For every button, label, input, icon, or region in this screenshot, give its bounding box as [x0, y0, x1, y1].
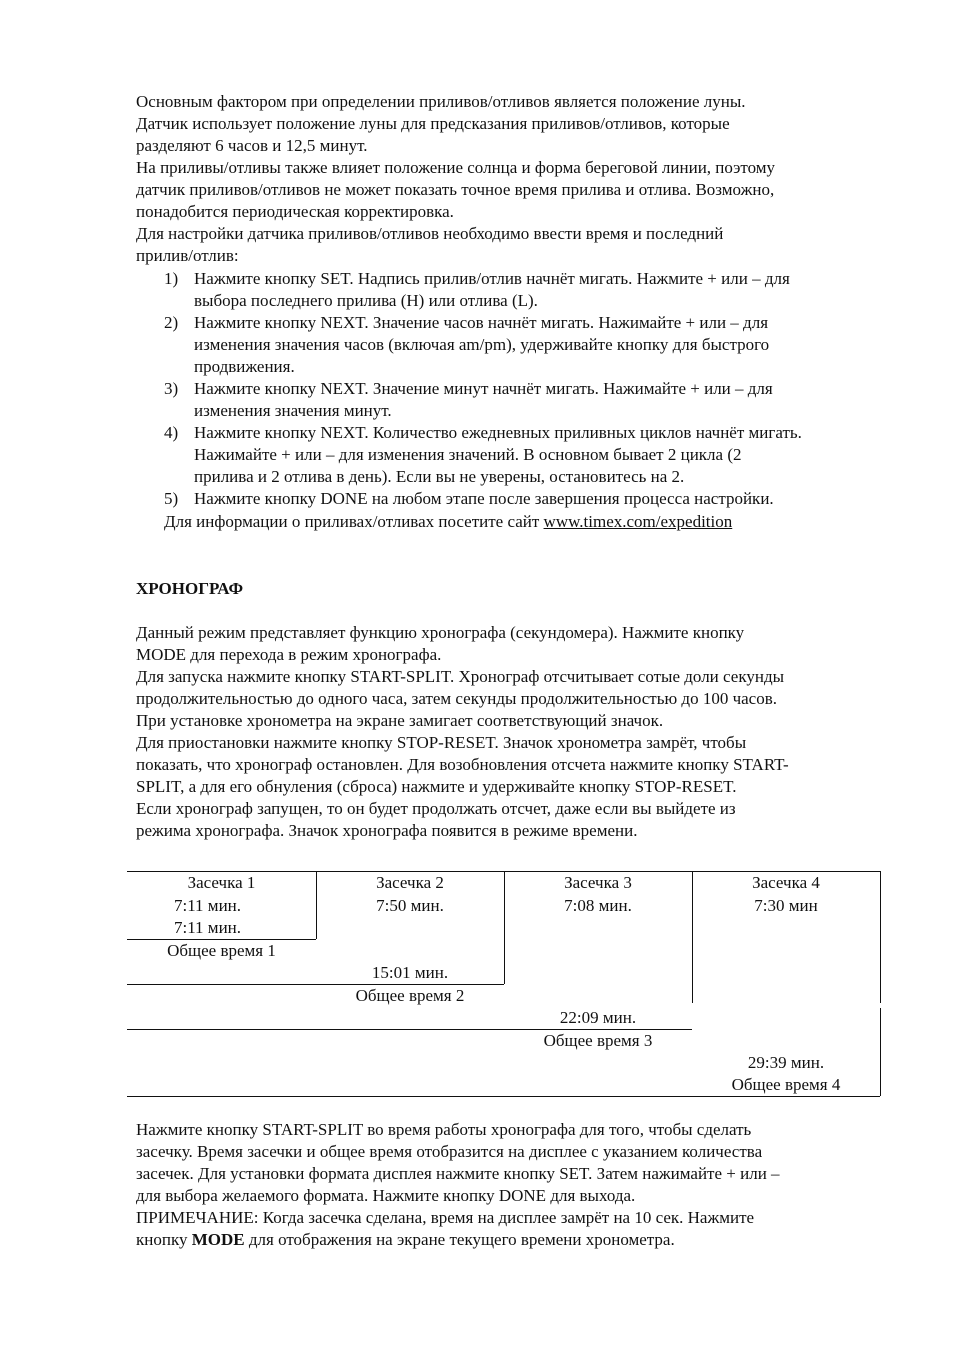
text-line: Для настройки датчика приливов/отливов необходимо ввести время и последний: [136, 224, 724, 243]
text-line: разделяют 6 часов и 12,5 минут.: [136, 136, 368, 155]
text-line: Для приостановки нажмите кнопку STOP-RESET. Значок хронометра замрёт, чтобы: [136, 733, 747, 752]
split-3-time: 7:08 мин.: [564, 896, 632, 915]
step-number: 4): [164, 423, 179, 442]
note-text: для отображения на экране текущего времени хронометра.: [244, 1230, 675, 1249]
text-line: Нажмите кнопку START-SPLIT во время работы хронографа для того, чтобы сделать: [136, 1120, 752, 1139]
text-line: понадобится периодическая корректировка.: [136, 202, 454, 221]
step-line: изменения значения минут.: [194, 401, 392, 420]
text-line: засечек. Для установки формата дисплея нажмите кнопку SET. Затем нажимайте + или –: [136, 1164, 780, 1183]
text-line: Датчик использует положение луны для предсказания приливов/отливов, которые: [136, 114, 730, 133]
section-heading: ХРОНОГРАФ: [136, 579, 244, 598]
diagram-divider: [880, 871, 881, 1003]
split-1-label: Засечка 1: [187, 873, 256, 892]
split-4-label: Засечка 4: [752, 873, 820, 892]
step-line: Нажмите кнопку NEXT. Значение минут начнёт мигать. Нажимайте + или – для: [194, 379, 773, 398]
total-4-time: 29:39 мин.: [747, 1053, 825, 1072]
text-line: При установке хронометра на экране замигает соответствующий значок.: [136, 711, 664, 730]
split-1-time: 7:11 мин.: [173, 896, 242, 915]
step-line: продвижения.: [194, 357, 295, 376]
total-2-time: 15:01 мин.: [371, 963, 449, 982]
total-4-label: Общее время 4: [731, 1075, 841, 1094]
note-line: ПРИМЕЧАНИЕ: Когда засечка сделана, время на дисплее замрёт на 10 сек. Нажмите: [136, 1208, 755, 1227]
text-line: SPLIT, а для его обнуления (сброса) нажмите и удерживайте кнопку STOP-RESET.: [136, 777, 737, 796]
split-4-time: 7:30 мин: [754, 896, 818, 915]
total-1-label: Общее время 1: [167, 941, 276, 960]
step-line: изменения значения часов (включая am/pm), удерживайте кнопку для быстрого: [194, 335, 770, 354]
text-line: засечку. Время засечки и общее время отобразится на дисплее с указанием количества: [136, 1142, 763, 1161]
text-line: Для запуска нажмите кнопку START-SPLIT. Хронограф отсчитывает сотые доли секунды: [136, 667, 785, 686]
diagram-bottom-line: [127, 1096, 880, 1097]
step-number: 5): [164, 489, 179, 508]
tide-info-text: Для информации о приливах/отливах посетите сайт: [164, 512, 544, 531]
note-line-2: [136, 1229, 896, 1251]
split-2-time: 7:50 мин.: [376, 896, 444, 915]
step-line: выбора последнего прилива (H) или отлива (L).: [194, 291, 538, 310]
step-line: Нажмите кнопку SET. Надпись прилив/отлив начнёт мигать. Нажмите + или – для: [194, 269, 790, 288]
text-line: датчик приливов/отливов не может показать точное время прилива и отлива. Возможно,: [136, 180, 775, 199]
text-line: показать, что хронограф остановлен. Для возобновления отсчета нажмите кнопку START-: [136, 755, 789, 774]
diagram-divider: [880, 1008, 881, 1096]
total-2-label: Общее время 2: [355, 986, 465, 1005]
text-line: режима хронографа. Значок хронографа появится в режиме времени.: [136, 821, 638, 840]
total-3-label: Общее время 3: [543, 1031, 653, 1050]
step-line: Нажимайте + или – для изменения значений. В основном бывает 2 цикла (2: [194, 445, 742, 464]
text-line: продолжительностью до одного часа, затем секунды продолжительностью до 100 часов.: [136, 689, 777, 708]
step-line: Нажмите кнопку NEXT. Количество ежедневных приливных циклов начнёт мигать.: [194, 423, 802, 442]
text-line: Если хронограф запущен, то он будет продолжать отсчет, даже если вы выйдете из: [136, 799, 736, 818]
step-line: Нажмите кнопку NEXT. Значение часов начнёт мигать. Нажимайте + или – для: [194, 313, 769, 332]
total-3-time: 22:09 мин.: [559, 1008, 637, 1027]
step-line: Нажмите кнопку DONE на любом этапе после завершения процесса настройки.: [194, 489, 774, 508]
split-2-label: Засечка 2: [376, 873, 444, 892]
text-line: прилив/отлив:: [136, 246, 239, 265]
text-line: На приливы/отливы также влияет положение солнца и форма береговой линии, поэтому: [136, 158, 776, 177]
step-number: 2): [164, 313, 179, 332]
split-3-label: Засечка 3: [564, 873, 632, 892]
step-number: 1): [164, 269, 179, 288]
step-line: прилива и 2 отлива в день). Если вы не уверены, остановитесь на 2.: [194, 467, 685, 486]
step-number: 3): [164, 379, 179, 398]
timex-expedition-link[interactable]: www.timex.com/expedition: [543, 512, 733, 531]
text-line: MODE для перехода в режим хронографа.: [136, 645, 442, 664]
text-line: для выбора желаемого формата. Нажмите кнопку DONE для выхода.: [136, 1186, 636, 1205]
note-text: кнопку: [136, 1230, 192, 1249]
mode-keyword: MODE: [191, 1230, 245, 1249]
total-1-time: 7:11 мин.: [173, 918, 242, 937]
text-line: Данный режим представляет функцию хронографа (секундомера). Нажмите кнопку: [136, 623, 745, 642]
text-line: Основным фактором при определении приливов/отливов является положение луны.: [136, 92, 746, 111]
chrono-split-text: [136, 1119, 896, 1251]
